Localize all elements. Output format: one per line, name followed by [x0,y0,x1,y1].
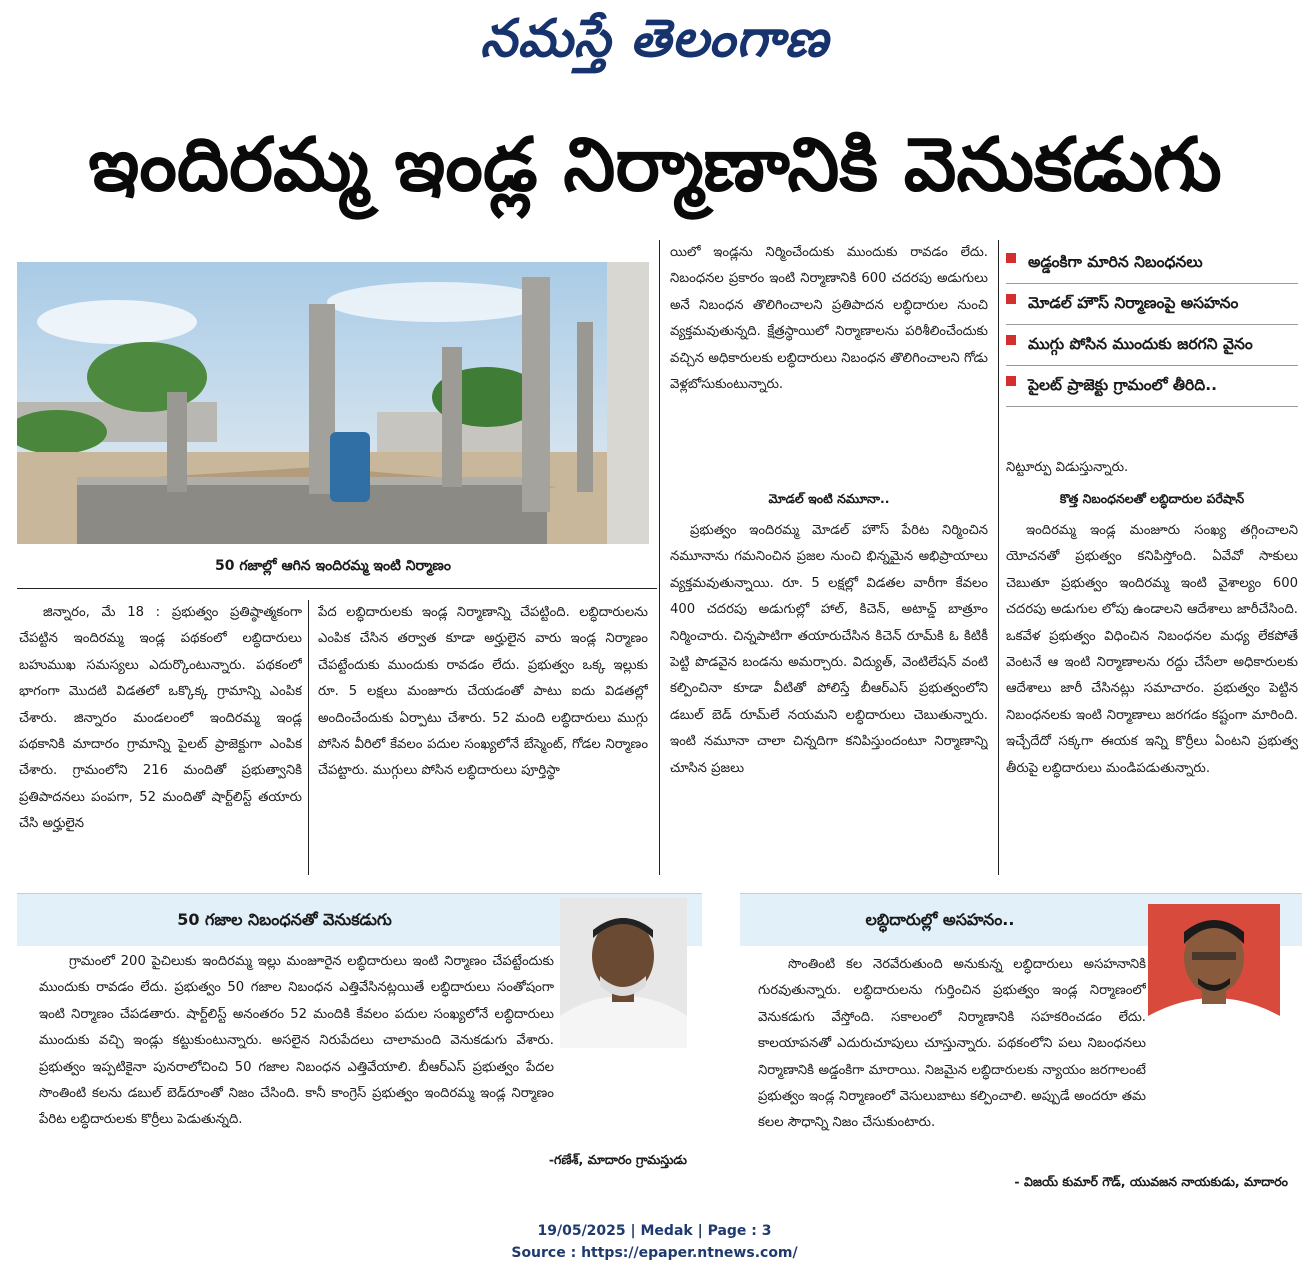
column-divider-1 [659,240,660,875]
subhead-model-house: మోడల్ ఇంటి నమూనా.. [768,491,890,506]
quote-text: సొంతింటి కల నెరవేరుతుంది అనుకున్న లబ్ధిదారులు అసహనానికి గురవుతున్నారు. లబ్ధిదారులను గుర్తించిన ప్రభుత్వం ఇండ్ల నిర్మాణంలో వెనుకడుగు వేస్తోంది. సకాలంలో నిర్మాణానికి సహకరించడం లేదు. కాలయాపనతో ఎదురుచూపులు చూస్తున్నారు. పథకంలోని పలు నిబంధనలు నిర్మాణానికి అడ్డంకిగా మారాయి. నిజమైన లబ్ధిదారులకు న్యాయం జరగాలంటే ప్రభుత్వం ఇండ్ల నిర్మాణంలో వెసులుబాటు కల్పించాలి. అప్పుడే అందరూ తమ కలల సౌధాన్ని నిజం చేసుకుంటారు. [758,957,1146,1131]
highlight-item [1006,284,1298,325]
masthead-logo: నమస్తే తెలంగాణ [480,8,829,69]
article-column-3-bottom: ప్రభుత్వం ఇందిరమ్మ మోడల్ హౌస్ పేరిట నిర్మించిన నమూనాను గమనించిన ప్రజల నుంచి భిన్నమైన అభిప్రాయాలు వ్యక్తమవుతున్నాయి. రూ. 5 లక్షల్లో విడతల వారీగా కేవలం 400 చదరపు అడుగుల్లో హాల్, కిచెన్, అటాచ్డ్ బాత్రూం నిర్మించారు. చిన్నపాటిగా తయారుచేసిన కిచెన్ రూమ్‌కి ఓ కిటికీ పెట్టి పొడవైన బండను అమర్చారు. విద్యుత్, వెంటిలేషన్ వంటి కల్పించినా కూడా వీటితో పోలిస్తే బీఆర్ఎస్ ప్రభుత్వంలోని డబుల్ బెడ్ రూమ్‌లే నయమని లబ్ధిదారులు చెబుతున్నారు. ఇంటి నమూనా చాలా చిన్నదిగా కనిపిస్తుందంటూ నిర్మాణాన్ని చూసిన ప్రజలు [670,523,988,776]
highlight-text: మోడల్ హౌస్ నిర్మాణంపై అసహనం [1028,294,1239,312]
photo-caption: 50 గజాల్లో ఆగిన ఇందిరమ్మ ఇంటి నిర్మాణం [215,558,451,574]
column-divider-3 [308,600,309,875]
highlights-list [1006,243,1298,407]
quote-signature: -గణేశ్, మాదారం గ్రామస్తుడు [548,1152,687,1167]
highlight-text: ముగ్గు పోసిన ముందుకు జరగని వైనం [1028,335,1253,353]
highlight-text: అడ్డంకిగా మారిన నిబంధనలు [1028,253,1203,271]
bullet-square-icon [1006,294,1016,304]
subhead-new-rules: కొత్త నిబంధనలతో లబ్ధిదారుల పరేషాన్ [1059,491,1245,506]
article-column-4-bottom: ఇందిరమ్మ ఇండ్ల మంజూరు సంఖ్య తగ్గించాలని యోచనతో ప్రభుత్వం కనిపిస్తోంది. ఏవేవో సాకులు చెబుతూ ప్రభుత్వం ఇందిరమ్మ ఇంటి వైశాల్యం 600 చదరపు అడుగుల లోపు ఉండాలని ఆదేశాలు జారీచేసింది. ఒకవేళ ప్రభుత్వం విధించిన నిబంధనల మధ్య లేకపోతే వెంటనే ఆ ఇంటి నిర్మాణాలను రద్దు చేసేలా అధికారులకు ఆదేశాలు జారీ చేసినట్లు సమాచారం. ప్రభుత్వం పెట్టిన నిబంధనలకు ఇంటి నిర్మాణాలు జరగడం కష్టంగా మారింది. ఇచ్చేదేదో సక్కగా ఈయక ఇన్ని కొర్రీలు ఏంటని ప్రభుత్వ తీరుపై లబ్ధిదారులు మండిపడుతున్నారు. [1006,523,1298,776]
article-column-2: పేద లబ్ధిదారులకు ఇండ్ల నిర్మాణాన్ని చేపట్టింది. లబ్ధిదారులను ఎంపిక చేసిన తర్వాత కూడా అర్హులైన వారు ఇండ్ల నిర్మాణం చేపట్టేందుకు ముందుకు రావడం లేదు. ప్రభుత్వం ఒక్క ఇల్లుకు రూ. 5 లక్షలు మంజూరు చేయడంతో పాటు ఐదు విడతల్లో అందించేందుకు ఏర్పాటు చేశారు. 52 మంది లబ్ధిదారులు ముగ్గు పోసిన వీరిలో కేవలం పదుల సంఖ్యలోనే బేస్మెంట్, గోడల నిర్మాణం చేపట్టారు. ముగ్గులు పోసిన లబ్ధిదారులు పూర్తిస్థా [318,605,648,779]
construction-photo [17,262,649,544]
highlight-item [1006,366,1298,407]
portrait-vijay [1148,904,1280,1049]
article-column-3-top: యిలో ఇండ్లను నిర్మించేందుకు ముందుకు రావడం లేదు. నిబంధనల ప్రకారం ఇంటి నిర్మాణానికి 600 చదరపు అడుగులు అనే నిబంధన తొలిగించాలని ప్రతిపాదన లబ్ధిదారుల నుంచి వ్యక్తమవుతున్నది. క్షేత్రస్థాయిలో నిర్మాణాలను పరిశీలించేందుకు వచ్చిన అధికారులకు లబ్ధిదారులు నిబంధన తొలిగించాలని గోడు వెళ్లబోసుకుంటున్నారు. [670,245,988,393]
headline: ఇందిరమ్మ ఇండ్ల నిర్మాణానికి వెనుకడుగు [88,122,1222,208]
quote-box-title: 50 గజాల నిబంధనతో వెనుకడుగు [177,910,392,929]
bullet-square-icon [1006,253,1016,263]
article-column-1: జిన్నారం, మే 18 : ప్రభుత్వం ప్రతిష్ఠాత్మకంగా చేపట్టిన ఇందిరమ్మ ఇండ్ల పథకంలో లబ్ధిదారులు బహుముఖ సమస్యలు ఎదుర్కొంటున్నారు. పథకంలో భాగంగా మొదటి విడతలో ఒక్కొక్క గ్రామాన్ని ఎంపిక చేశారు. జిన్నారం మండలంలో ఇందిరమ్మ ఇండ్ల పథకానికి మాదారం గ్రామాన్ని పైలట్ ప్రాజెక్టుగా ఎంపిక చేశారు. గ్రామంలోని 216 మందితో ప్రభుత్వానికి ప్రతిపాదనలు పంపగా, 52 మందితో షార్ట్‌లిస్ట్ తయారు చేసి అర్హులైన [19,605,302,832]
highlight-item [1006,243,1298,284]
bullet-square-icon [1006,376,1016,386]
caption-divider [17,588,657,589]
highlight-text: పైలట్ ప్రాజెక్టు గ్రామంలో తీరిది.. [1028,376,1217,394]
article-column-4-top: నిట్టూర్పు విడుస్తున్నారు. [1006,460,1129,475]
bullet-square-icon [1006,335,1016,345]
highlight-item [1006,325,1298,366]
portrait-ganesh [560,898,687,1048]
footer-date-page: 19/05/2025 | Medak | Page : 3 [537,1223,772,1239]
footer-source: Source : https://epaper.ntnews.com/ [511,1245,798,1261]
quote-box-title: లబ్ధిదారుల్లో అసహనం.. [865,910,1015,929]
quote-text: గ్రామంలో 200 పైచిలుకు ఇందిరమ్మ ఇల్లు మంజూరైన లబ్ధిదారులు ఇంటి నిర్మాణం చేపట్టేందుకు ముందుకు రావడం లేదు. ప్రభుత్వం 50 గజాల నిబంధన ఎత్తివేసినట్లయితే లబ్ధిదారులు సంతోషంగా ఇంటి నిర్మాణం చేపడతారు. షార్ట్‌లిస్ట్ అనంతరం 52 మందికి కేవలం పదుల సంఖ్యలోనే లబ్ధిదారులు ముందుకు వచ్చి ఇండ్లు కట్టుకుంటున్నారు. అసలైన నిరుపేదలు చాలామంది వెనుకడుగు వేశారు. ప్రభుత్వం ఇప్పటికైనా పునరాలోచించి 50 గజాల నిబంధన ఎత్తివేయాలి. బీఆర్ఎస్ ప్రభుత్వం పేదల సొంతింటి కలను డబుల్ బెడ్‌రూంతో నిజం చేసింది. కానీ కాంగ్రెస్ ప్రభుత్వం ఇందిరమ్మ ఇండ్ల నిర్మాణం పేరిట లబ్ధిదారులకు కొర్రీలు పెడుతున్నది. [39,954,554,1128]
column-divider-2 [998,240,999,875]
quote-signature: - విజయ్ కుమార్ గౌడ్, యువజన నాయకుడు, మాదారం [1014,1174,1288,1189]
quote-box-ganesh [17,893,702,1190]
quote-box-vijay [740,893,1302,1190]
